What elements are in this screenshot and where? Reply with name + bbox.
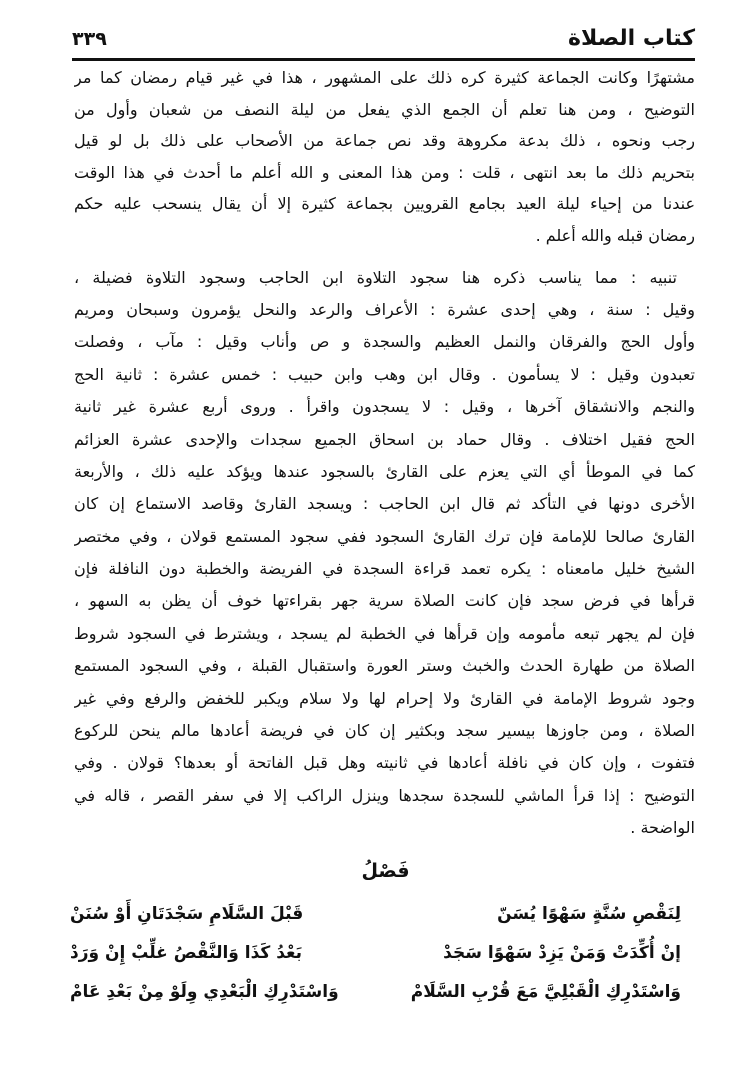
text-line: عندنا من إحياء ليلة العيد بجامع القرويين بجماعة كثيرة إلا أن يقال ينسحب عليه حكم (74, 194, 695, 214)
hemistich-second: وَاسْتَدْرِكِ الْبَعْدِي وِلَوْ مِنْ بَعْدِ عَامْ (70, 982, 339, 1002)
text-line: وجود شروط الإمامة في القارئ ولا إحرام لها ولا سلام ويكبر للخفض والرفع وفي غير (74, 688, 695, 708)
verse (70, 934, 681, 973)
paragraph-2 (74, 262, 695, 845)
text-line: والنجم والانشقاق آخرها ، وقيل : لا يسجدون واقرأ . وروى أربع عشرة غير ثانية (74, 397, 695, 417)
text-line: تنبيه : مما يناسب ذكره هنا سجود التلاوة ابن الحاجب وسجود التلاوة فضيلة ، (74, 267, 677, 287)
text-line: رمضان قبله والله أعلم . (535, 225, 695, 245)
text-line: فتفوت ، وإن كان في نافلة أعادها في ثانيته وهل قبل الفاتحة أو بعدها؟ قولان . وفي (74, 753, 695, 773)
running-header (72, 22, 695, 58)
text-line: تعبدون وقيل : لا يسأمون . وقال ابن وهب وابن حبيب : خمس عشرة : ثانية الحج (74, 364, 695, 384)
poem-verses (70, 895, 681, 1012)
text-line: رجب ونحوه ، ذلك بدعة مكروهة وقد نص جماعة من الأصحاب على ذلك بل لو قيل (74, 131, 695, 151)
hemistich-first: إنْ أُكِّدَتْ وَمَنْ يَزِدْ سَهْوًا سَجَدْ (443, 943, 681, 963)
hemistich-first: لِنَقْصِ سُنَّةٍ سَهْوًا يُسَنّ (497, 904, 681, 924)
page-number: ٣٣٩ (72, 28, 107, 50)
text-line: قرأها في فرض سجد فإن كانت الصلاة سرية جهر بقراءتها خوف أن يظن به السهو ، (74, 591, 695, 611)
text-line: التوضيح ، ومن هنا تعلم أن الجمع الذي يفعل من ليلة النصف من شعبان وأول من (74, 99, 695, 119)
text-line: فإن لم يجهر تبعه مأمومه وإن قرأها في الخطبة لم يسجد ، ويشترط في السجود شروط (74, 623, 695, 643)
text-line: الأخرى دونها في التأكد ثم قال ابن الحاجب : ويسجد القارئ وقاصد الاستماع إن كان (74, 494, 695, 514)
verse (70, 973, 681, 1012)
text-line: الحج فقيل اختلاف . وقال حماد بن اسحاق الجميع سجدات والإحدى عشرة العزائم (74, 429, 695, 449)
chapter-title: كتاب الصلاة (568, 26, 695, 51)
verse (70, 895, 681, 934)
text-line: القارئ صالحا للإمامة فإن ترك القارئ السجود ففي سجود المستمع قولان ، وفي مختصر (74, 526, 695, 546)
text-line: الصلاة ، ومن جاوزها بيسير سجد وبكثير إن كان في فريضة أعادها مالم ينحن للركوع (74, 721, 695, 741)
paragraph-1 (74, 62, 695, 252)
text-line: التوضيح : إذا قرأ الماشي للسجدة سجدها وينزل الراكب إلا في سفر القصر ، قاله في (74, 785, 695, 805)
page-body (74, 62, 695, 845)
text-line: وقيل : سنة ، وهي إحدى عشرة : الأعراف والرعد والنحل يؤمرون وسبحان ومريم (74, 299, 695, 319)
section-heading: فَصْلُ (361, 860, 410, 882)
text-line: بتحريم ذلك ما بعد انتهى ، قلت : ومن هذا المعنى و الله أعلم ما أحدث في هذا الوقت (74, 162, 695, 182)
text-line: الصلاة من طهارة الحدث والخبث وستر العورة واستقبال القبلة ، وفي السجود المستمع (74, 656, 695, 676)
text-line: كما في الموطأ أي التي يعزم على القارئ بالسجود عندها ويؤكد عليه ذلك ، والأربعة (74, 461, 695, 481)
hemistich-second: قَبْلَ السَّلَامِ سَجْدَتَانِ أَوْ سُنَنْ (70, 904, 304, 924)
header-rule (72, 58, 695, 61)
text-line: وأول الحج والفرقان والنمل العظيم والسجدة و ص وأناب وقيل : مآب ، وفصلت (74, 332, 695, 352)
text-line: مشتهرًا وكانت الجماعة كثيرة كره ذلك على المشهور ، هذا في غير قيام رمضان كما مر (74, 68, 695, 87)
text-line: الشيخ خليل مامعناه : يكره تعمد قراءة السجدة في الفريضة والخطبة دون النافلة فإن (74, 559, 695, 579)
text-line: الواضحة . (630, 818, 695, 838)
hemistich-second: بَعْدُ كَذَا وَالنَّقْصُ غلِّبْ إِنْ وَرَدْ (70, 943, 303, 963)
hemistich-first: وَاسْتَدْرِكِ الْقَبْلِيَّ مَعَ قُرْبِ السَّلَامْ (410, 982, 681, 1002)
